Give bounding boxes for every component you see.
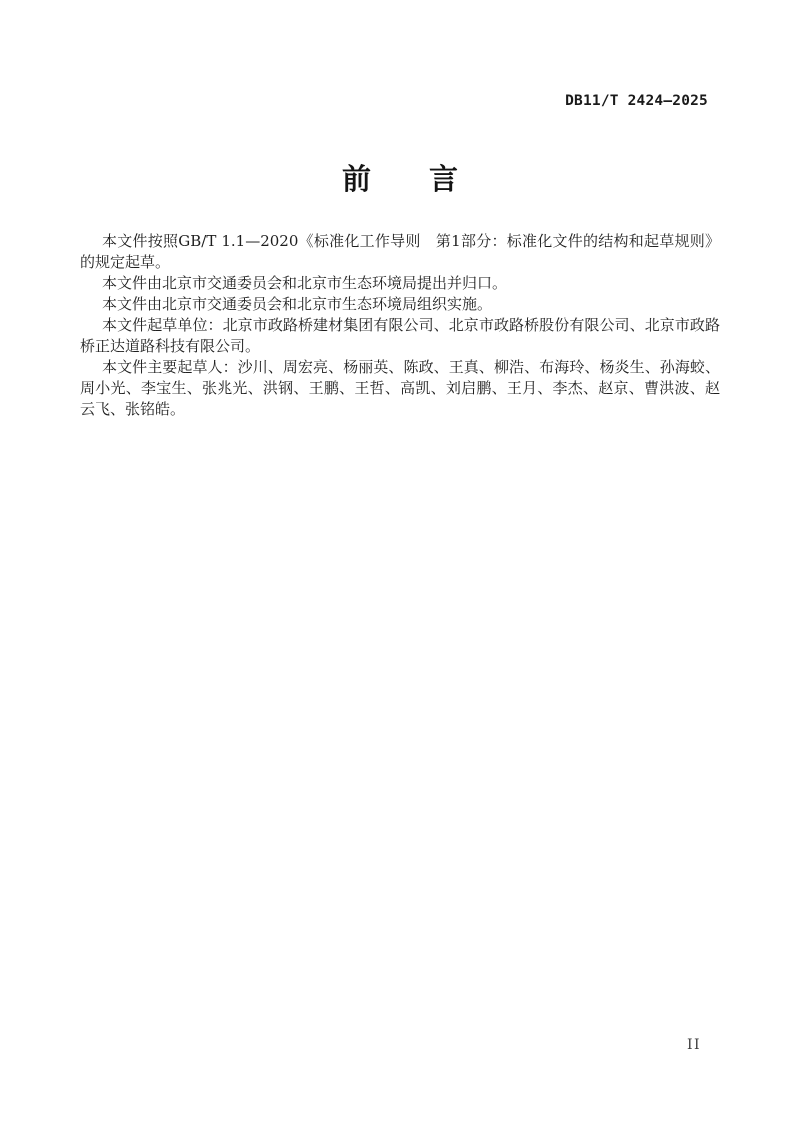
page-number: II xyxy=(687,1037,702,1053)
paragraph-drafting-rules: 本文件按照GB/T 1.1—2020《标准化工作导则 第1部分：标准化文件的结构和起草规则》的规定起草。 xyxy=(80,232,720,271)
foreword-body xyxy=(80,231,720,420)
paragraph-drafting-organizations: 本文件起草单位：北京市政路桥建材集团有限公司、北京市政路桥股份有限公司、北京市政路桥正达道路科技有限公司。 xyxy=(80,316,720,355)
standard-number: DB11/T 2424—2025 xyxy=(565,93,708,109)
paragraph-main-drafters: 本文件主要起草人：沙川、周宏亮、杨丽英、陈政、王真、柳浩、布海玲、杨炎生、孙海蛟、周小光、李宝生、张兆光、洪钢、王鹏、王哲、高凯、刘启鹏、王月、李杰、赵京、曹洪波、赵云飞、张铭皓。 xyxy=(80,358,720,418)
paragraph-proposed-by: 本文件由北京市交通委员会和北京市生态环境局提出并归口。 xyxy=(102,274,508,292)
page-title: 前 言 xyxy=(341,162,458,196)
paragraph-implemented-by: 本文件由北京市交通委员会和北京市生态环境局组织实施。 xyxy=(102,295,493,313)
